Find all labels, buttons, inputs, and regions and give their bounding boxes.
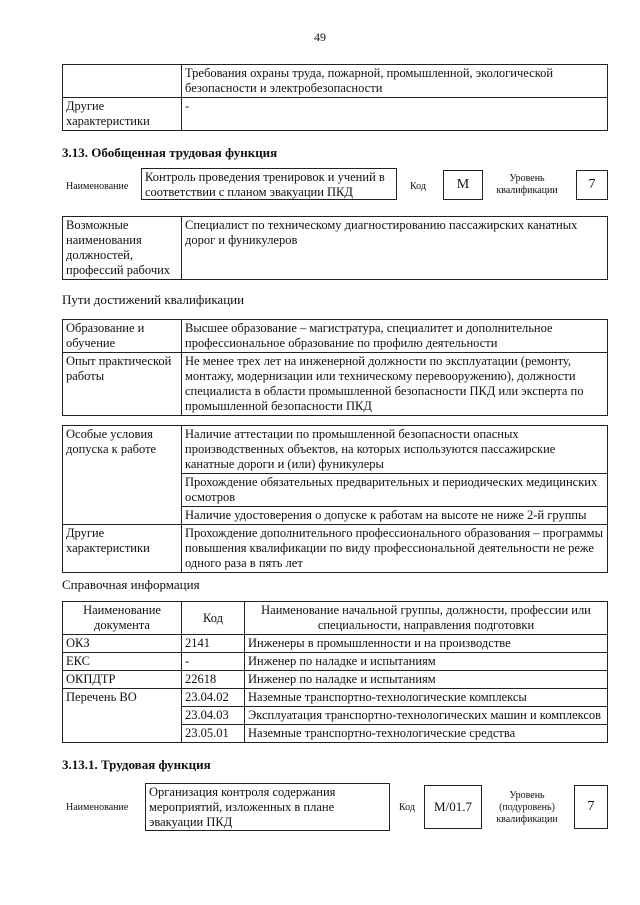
doc-cell: Перечень ВО — [63, 689, 182, 743]
top-table — [62, 64, 608, 131]
code-cell: 2141 — [182, 635, 245, 653]
positions-table — [62, 216, 608, 280]
condition-line: Наличие аттестации по промышленной безопасности опасных производственных объектов, на которых используются пассажирские канатные дороги и (или) фуникулеры — [182, 426, 607, 474]
reference-heading: Справочная информация — [62, 577, 200, 592]
table-row — [63, 98, 608, 131]
row-value: Не менее трех лет на инженерной должности по эксплуатации (ремонту, монтажу, модернизации или техническому перевооружению), должности специалиста в области промышленной безопасности ПКД или эксперта по промышленной безопасности ПКД — [182, 353, 608, 416]
level-label: Уровень (подуровень) квалификации — [496, 790, 558, 825]
row-label: Возможные наименования должностей, профессий рабочих — [63, 217, 182, 280]
row-label: Другие характеристики — [63, 98, 182, 131]
condition-line: Наличие удостоверения о допуске к работам на высоте не ниже 2-й группы — [185, 508, 587, 522]
code-cell: 22618 — [182, 671, 245, 689]
code-cell: 23.05.01 — [182, 725, 245, 743]
paths-heading: Пути достижений квалификации — [62, 292, 245, 307]
name-label: Наименование — [66, 181, 129, 192]
header-cell: Код — [182, 602, 245, 635]
row-label — [63, 65, 182, 98]
row-value: - — [182, 98, 608, 131]
name-cell: Инженер по наладке и испытаниям — [245, 671, 608, 689]
row-label: Особые условия допуска к работе — [63, 426, 182, 525]
table-header-row — [63, 602, 608, 635]
table-row — [63, 525, 608, 573]
table-row — [63, 671, 608, 689]
table-row — [63, 320, 608, 353]
doc-cell: ОКПДТР — [63, 671, 182, 689]
table-row — [63, 426, 608, 525]
table-row — [63, 65, 608, 98]
code-value: M — [443, 170, 483, 200]
table-row — [63, 217, 608, 280]
conditions-table — [62, 425, 608, 573]
code-cell: - — [182, 653, 245, 671]
level-value: 7 — [574, 785, 608, 829]
code-cell: 23.04.03 — [182, 707, 245, 725]
name-cell: Эксплуатация транспортно-технологических машин и комплексов — [245, 707, 608, 725]
row-value: Прохождение дополнительного профессионального образования – программы повышения квалификации по виду профессиональной деятельности не реже одного раза в пять лет — [182, 525, 608, 573]
level-value: 7 — [576, 170, 608, 200]
section-heading: 3.13. Обобщенная трудовая функция — [62, 145, 278, 160]
row-value: Требования охраны труда, пожарной, промышленной, экологической безопасности и электробезопасности — [182, 65, 608, 98]
name-label: Наименование — [66, 802, 129, 813]
table-row — [63, 353, 608, 416]
table-row — [63, 689, 608, 707]
header-cell: Наименование документа — [63, 602, 182, 635]
code-label: Код — [399, 802, 415, 813]
row-label: Другие характеристики — [63, 525, 182, 573]
code-label: Код — [410, 181, 426, 192]
name-cell: Наземные транспортно-технологические комплексы — [245, 689, 608, 707]
level-label: Уровень квалификации — [496, 173, 558, 196]
table-row — [63, 653, 608, 671]
row-value: Специалист по техническому диагностированию пассажирских канатных дорог и фуникулеров — [182, 217, 608, 280]
name-cell: Наземные транспортно-технологические средства — [245, 725, 608, 743]
doc-cell: ОКЗ — [63, 635, 182, 653]
paths-table — [62, 319, 608, 416]
condition-line: Прохождение обязательных предварительных и периодических медицинских осмотров — [182, 474, 607, 507]
name-cell: Инженеры в промышленности и на производстве — [245, 635, 608, 653]
function-name: Контроль проведения тренировок и учений в соответствии с планом эвакуации ПКД — [141, 168, 397, 200]
row-label: Опыт практической работы — [63, 353, 182, 416]
reference-table — [62, 601, 608, 743]
doc-cell: ЕКС — [63, 653, 182, 671]
row-label: Образование и обучение — [63, 320, 182, 353]
function-name: Организация контроля содержания мероприятий, изложенных в плане эвакуации ПКД — [145, 783, 390, 831]
code-value: M/01.7 — [424, 785, 482, 829]
section-heading: 3.13.1. Трудовая функция — [62, 757, 211, 772]
page-number: 49 — [314, 30, 326, 44]
table-row — [63, 635, 608, 653]
header-cell: Наименование начальной группы, должности, профессии или специальности, направления подготовки — [245, 602, 608, 635]
name-cell: Инженер по наладке и испытаниям — [245, 653, 608, 671]
row-value: Высшее образование – магистратура, специалитет и дополнительное профессиональное образование по профилю деятельности — [182, 320, 608, 353]
code-cell: 23.04.02 — [182, 689, 245, 707]
